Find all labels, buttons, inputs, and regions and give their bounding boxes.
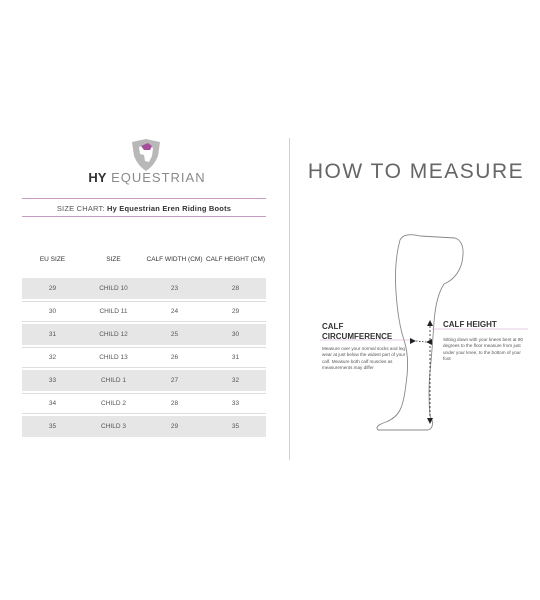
header-calf-height: CALF HEIGHT (CM) <box>205 256 266 263</box>
subtitle-bottom-rule <box>22 216 266 217</box>
table-row <box>22 370 266 391</box>
subtitle-prefix: SIZE CHART: <box>56 204 105 213</box>
calf-height-title: CALF HEIGHT <box>443 320 497 329</box>
cell-eu-size: 35 <box>48 423 57 430</box>
calf-circumference-instructions: Measure over your normal socks and leg wear at just below the widest part of your calf. Measure both calf muscles as measurements may differ <box>322 346 406 371</box>
cell-calf-height: 33 <box>231 400 240 407</box>
cell-size: CHILD 1 <box>101 377 126 384</box>
cell-eu-size: 31 <box>48 331 57 338</box>
cell-calf-width: 26 <box>170 354 179 361</box>
cell-size: CHILD 10 <box>99 285 128 292</box>
cell-calf-height: 29 <box>231 308 240 315</box>
table-row <box>22 324 266 345</box>
cell-calf-height: 30 <box>231 331 240 338</box>
calf-circumference-title: CALF CIRCUMFERENCE <box>322 322 393 341</box>
cell-size: CHILD 2 <box>101 400 126 407</box>
cell-calf-width: 27 <box>170 377 179 384</box>
subtitle-top-rule <box>22 198 266 199</box>
how-to-measure-title: HOW TO MEASURE <box>307 160 525 183</box>
table-row <box>22 301 266 322</box>
cell-eu-size: 34 <box>48 400 57 407</box>
table-row <box>22 278 266 299</box>
cell-eu-size: 32 <box>48 354 57 361</box>
brand-hy: HY <box>88 170 107 185</box>
cell-calf-height: 31 <box>231 354 240 361</box>
cell-size: CHILD 12 <box>99 331 128 338</box>
cell-calf-width: 28 <box>170 400 179 407</box>
cell-calf-height: 35 <box>231 423 240 430</box>
cell-calf-width: 29 <box>170 423 179 430</box>
cell-eu-size: 30 <box>48 308 57 315</box>
header-eu-size: EU SIZE <box>39 256 66 263</box>
cell-eu-size: 29 <box>48 285 57 292</box>
size-chart-subtitle <box>22 204 266 213</box>
cell-size: CHILD 3 <box>101 423 126 430</box>
cell-size: CHILD 13 <box>99 354 128 361</box>
brand-wordmark <box>72 170 222 185</box>
subtitle-product: Hy Equestrian Eren Riding Boots <box>107 204 232 213</box>
horse-head-logo-icon <box>130 138 162 172</box>
table-row <box>22 347 266 368</box>
cell-calf-height: 32 <box>231 377 240 384</box>
header-size: SIZE <box>106 256 121 263</box>
size-chart-table <box>22 244 266 437</box>
section-divider <box>289 138 290 460</box>
cell-calf-height: 28 <box>231 285 240 292</box>
header-calf-width: CALF WIDTH (CM) <box>146 256 203 263</box>
table-row <box>22 393 266 414</box>
cell-calf-width: 25 <box>170 331 179 338</box>
cell-calf-width: 24 <box>170 308 179 315</box>
calf-height-instructions: Sitting down with your knees bent at 90 degrees to the floor measure from just under your knee, to the bottom of your foot <box>443 337 523 362</box>
table-row <box>22 416 266 437</box>
brand-name: EQUESTRIAN <box>111 170 206 185</box>
table-header <box>22 244 266 276</box>
cell-size: CHILD 11 <box>99 308 128 315</box>
cell-calf-width: 23 <box>170 285 179 292</box>
cell-eu-size: 33 <box>48 377 57 384</box>
